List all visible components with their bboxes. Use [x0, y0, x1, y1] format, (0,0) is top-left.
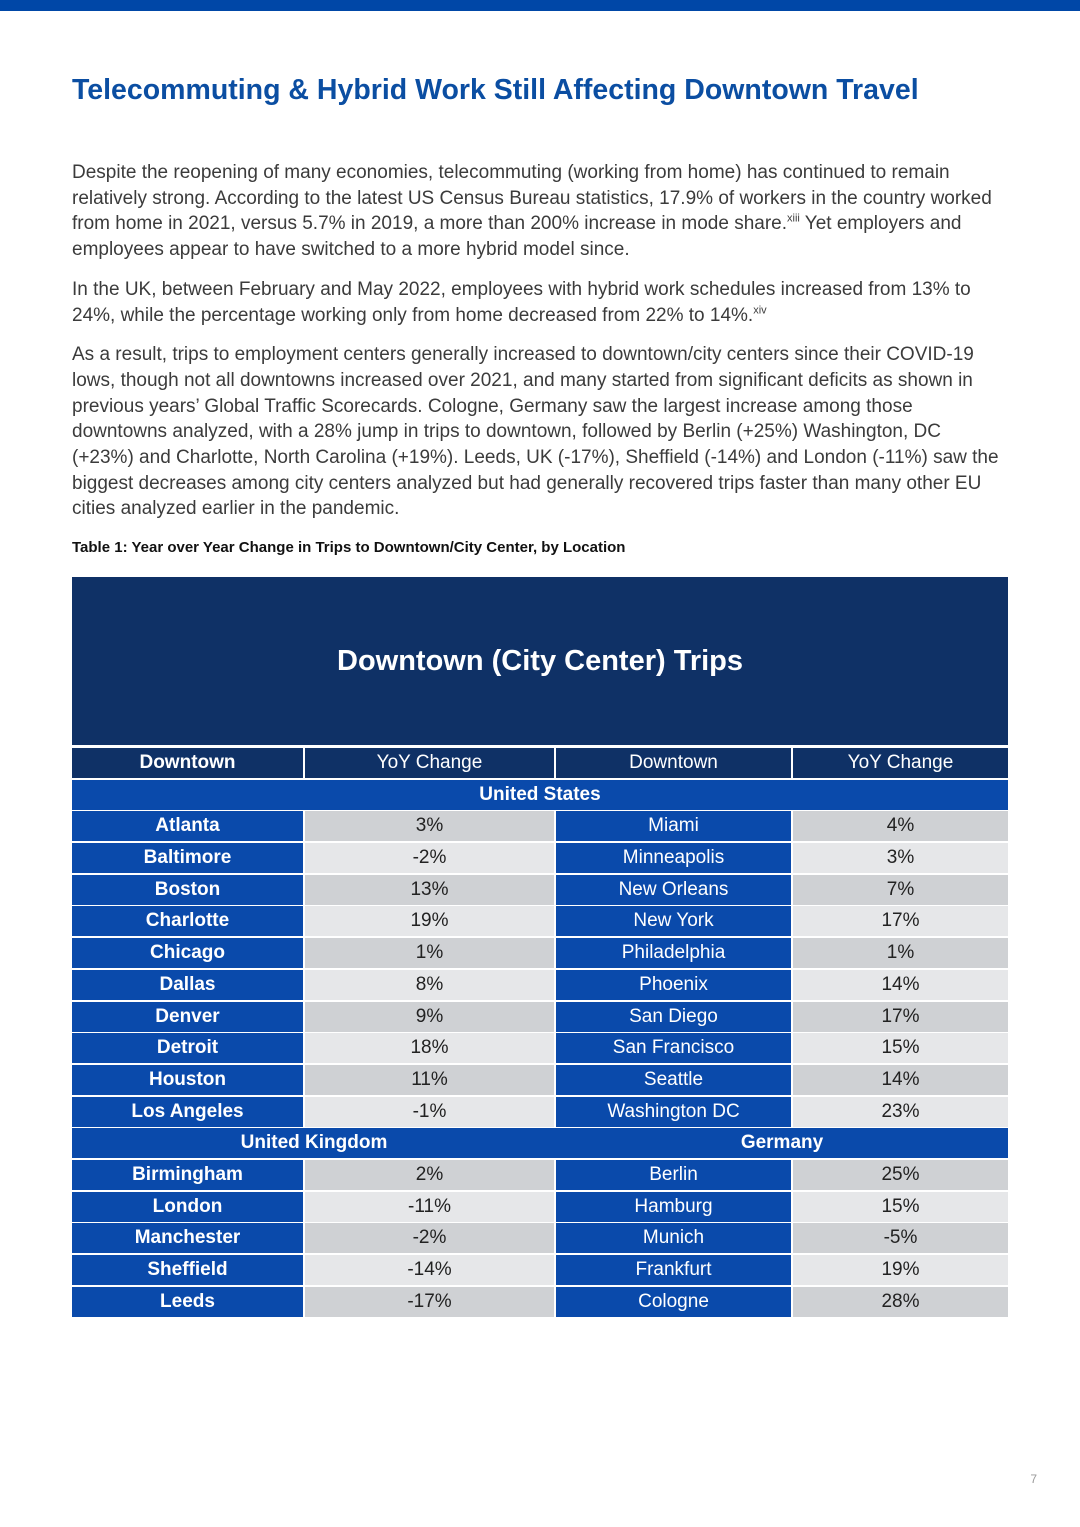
- yoy-change-right: 4%: [793, 811, 1008, 841]
- downtown-name-left: Los Angeles: [72, 1097, 303, 1127]
- yoy-change-left: 11%: [305, 1065, 554, 1095]
- downtown-name-right: Minneapolis: [556, 843, 791, 873]
- region-row-eu: [72, 1128, 1008, 1160]
- yoy-change-left: -11%: [305, 1192, 554, 1222]
- eu-rows: [72, 1160, 1008, 1318]
- downtown-name-left: Dallas: [72, 970, 303, 1000]
- footnote-ref-xiv: xiv: [753, 304, 767, 317]
- page-number: 7: [1030, 1472, 1037, 1486]
- yoy-change-right: 19%: [793, 1255, 1008, 1285]
- yoy-change-right: 15%: [793, 1033, 1008, 1063]
- table-caption: Table 1: Year over Year Change in Trips to Downtown/City Center, by Location: [72, 539, 626, 556]
- downtown-name-right: New York: [556, 906, 791, 936]
- yoy-change-right: 1%: [793, 938, 1008, 968]
- table-row: [72, 1065, 1008, 1097]
- downtown-name-left: Charlotte: [72, 906, 303, 936]
- paragraph-2: [72, 277, 1008, 328]
- yoy-change-right: 28%: [793, 1287, 1008, 1317]
- table-row: [72, 875, 1008, 907]
- table-row: [72, 1160, 1008, 1192]
- paragraph-1: [72, 160, 1008, 263]
- yoy-change-left: -2%: [305, 1223, 554, 1253]
- yoy-change-right: 15%: [793, 1192, 1008, 1222]
- downtown-name-left: Denver: [72, 1002, 303, 1032]
- downtown-name-right: Philadelphia: [556, 938, 791, 968]
- downtown-name-left: Chicago: [72, 938, 303, 968]
- yoy-change-right: -5%: [793, 1223, 1008, 1253]
- header-downtown-right: Downtown: [556, 748, 791, 778]
- downtown-name-right: Miami: [556, 811, 791, 841]
- yoy-change-left: 13%: [305, 875, 554, 905]
- downtown-name-right: San Diego: [556, 1002, 791, 1032]
- downtown-name-left: Baltimore: [72, 843, 303, 873]
- table-row: [72, 1223, 1008, 1255]
- downtown-name-left: Manchester: [72, 1223, 303, 1253]
- downtown-name-left: Birmingham: [72, 1160, 303, 1190]
- table-row: [72, 970, 1008, 1002]
- paragraph-1-text: Despite the reopening of many economies, telecommuting (working from home) has continued to remain relatively strong. According to the latest US Census Bureau statistics, 17.9% of workers in the country worked from home in 2021, versus 5.7% in 2019, a more than 200% increase in mode share.: [72, 162, 992, 235]
- downtown-name-left: Atlanta: [72, 811, 303, 841]
- table-row: [72, 843, 1008, 875]
- yoy-change-left: 19%: [305, 906, 554, 936]
- downtown-name-left: Sheffield: [72, 1255, 303, 1285]
- table-row: [72, 1287, 1008, 1319]
- downtown-name-right: Munich: [556, 1223, 791, 1253]
- top-accent-bar: [0, 0, 1080, 11]
- downtown-trips-table: [72, 577, 1008, 1318]
- downtown-name-left: Leeds: [72, 1287, 303, 1317]
- yoy-change-left: -1%: [305, 1097, 554, 1127]
- yoy-change-left: 8%: [305, 970, 554, 1000]
- downtown-name-right: Phoenix: [556, 970, 791, 1000]
- region-label-germany: Germany: [556, 1128, 1008, 1158]
- downtown-name-right: San Francisco: [556, 1033, 791, 1063]
- downtown-name-left: Houston: [72, 1065, 303, 1095]
- yoy-change-left: -17%: [305, 1287, 554, 1317]
- header-yoy-right: YoY Change: [793, 748, 1008, 778]
- body-text: [72, 160, 1008, 536]
- yoy-change-left: 18%: [305, 1033, 554, 1063]
- table-banner: Downtown (City Center) Trips: [72, 577, 1008, 745]
- yoy-change-left: 9%: [305, 1002, 554, 1032]
- yoy-change-right: 23%: [793, 1097, 1008, 1127]
- table-row: [72, 811, 1008, 843]
- header-downtown-left: Downtown: [72, 748, 303, 778]
- yoy-change-left: -14%: [305, 1255, 554, 1285]
- downtown-name-left: Boston: [72, 875, 303, 905]
- table-grid: [72, 748, 1008, 1318]
- page-title: Telecommuting & Hybrid Work Still Affecting Downtown Travel: [72, 74, 919, 106]
- downtown-name-right: New Orleans: [556, 875, 791, 905]
- yoy-change-right: 14%: [793, 1065, 1008, 1095]
- region-label-united-states: United States: [72, 780, 1008, 810]
- yoy-change-right: 17%: [793, 906, 1008, 936]
- table-row: [72, 1097, 1008, 1129]
- yoy-change-left: 2%: [305, 1160, 554, 1190]
- table-row: [72, 1002, 1008, 1034]
- paragraph-2-text: In the UK, between February and May 2022, employees with hybrid work schedules increased from 13% to 24%, while the percentage working only from home decreased from 22% to 14%.: [72, 278, 971, 326]
- table-header-row: [72, 748, 1008, 780]
- downtown-name-right: Frankfurt: [556, 1255, 791, 1285]
- table-row: [72, 1033, 1008, 1065]
- yoy-change-right: 25%: [793, 1160, 1008, 1190]
- downtown-name-right: Washington DC: [556, 1097, 791, 1127]
- yoy-change-right: 14%: [793, 970, 1008, 1000]
- yoy-change-right: 7%: [793, 875, 1008, 905]
- downtown-name-right: Seattle: [556, 1065, 791, 1095]
- table-row: [72, 1192, 1008, 1224]
- downtown-name-right: Cologne: [556, 1287, 791, 1317]
- downtown-name-left: London: [72, 1192, 303, 1222]
- yoy-change-left: -2%: [305, 843, 554, 873]
- yoy-change-left: 1%: [305, 938, 554, 968]
- region-label-united-kingdom: United Kingdom: [72, 1128, 556, 1158]
- downtown-name-right: Hamburg: [556, 1192, 791, 1222]
- paragraph-3: [72, 342, 1008, 522]
- yoy-change-right: 17%: [793, 1002, 1008, 1032]
- header-yoy-left: YoY Change: [305, 748, 554, 778]
- table-row: [72, 906, 1008, 938]
- footnote-ref-xiii: xiii: [787, 213, 800, 226]
- table-row: [72, 938, 1008, 970]
- us-rows: [72, 811, 1008, 1128]
- yoy-change-right: 3%: [793, 843, 1008, 873]
- table-row: [72, 1255, 1008, 1287]
- downtown-name-right: Berlin: [556, 1160, 791, 1190]
- downtown-name-left: Detroit: [72, 1033, 303, 1063]
- paragraph-3-text: As a result, trips to employment centers generally increased to downtown/city centers since their COVID-19 lows, though not all downtowns increased over 2021, and many started from significant deficits as shown in previous years’ Global Traffic Scorecards. Cologne, Germany saw the largest increase among those downtowns analyzed, with a 28% jump in trips to downtown, followed by Berlin (+25%) Washington, DC (+23%) and Charlotte, North Carolina (+19%). Leeds, UK (-17%), Sheffield (-14%) and London (-11%) saw the biggest decreases among city centers analyzed but had generally recovered trips faster than many other EU cities analyzed earlier in the pandemic.: [72, 344, 999, 520]
- yoy-change-left: 3%: [305, 811, 554, 841]
- region-row-us: [72, 780, 1008, 812]
- paragraph-1-continuation: Yet employers and employees appear to have switched to a more hybrid model since.: [72, 213, 962, 261]
